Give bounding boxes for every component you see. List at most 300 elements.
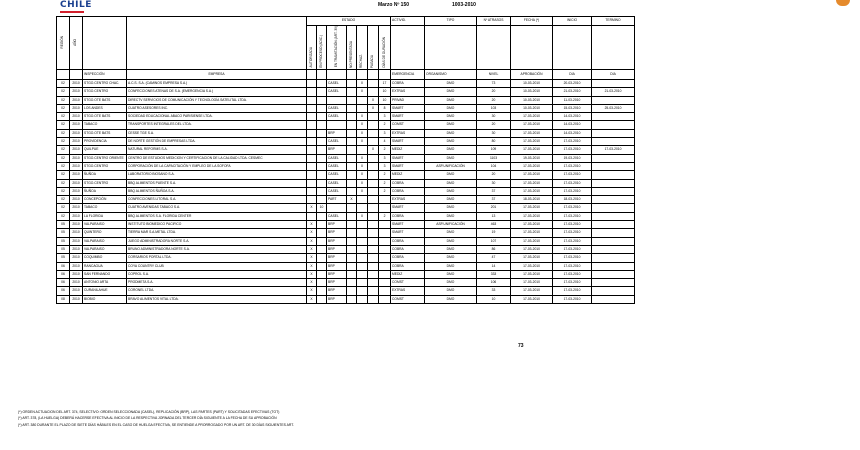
cell-type: DMO (425, 229, 477, 237)
cell-in-process (317, 254, 327, 262)
cell-rejected: X (357, 212, 368, 220)
cell-delays: 1103 (477, 154, 511, 162)
cell-not-presented (347, 221, 357, 229)
cell-end (592, 270, 635, 278)
cell-days (379, 295, 391, 303)
cell-in-processing: CASEL (327, 80, 347, 88)
cell-type: DMO (425, 295, 477, 303)
cell-not-presented (347, 204, 357, 212)
cell-activity: COBRA (391, 237, 425, 245)
cell-rejected (357, 204, 368, 212)
cell-in-process (317, 237, 327, 245)
cell-company: COYA COUNTRY CLUB (127, 262, 307, 270)
cell-rejected (357, 146, 368, 154)
cell-in-process (317, 279, 327, 287)
cell-not-presented (347, 96, 357, 104)
cell-start: 17-03-2010 (553, 221, 592, 229)
cell-days (379, 270, 391, 278)
cell-in-processing (327, 121, 347, 129)
cell-days: 4 (379, 138, 391, 146)
cell-in-process (317, 162, 327, 170)
cell-delays: 20 (477, 171, 511, 179)
cell-rejected (357, 96, 368, 104)
cell-region: 02 (57, 113, 70, 121)
cell-company: CUATRO ASESORES INC. (127, 104, 307, 112)
cell-inspection: STGO.OTE BATS (83, 129, 127, 137)
cell-start: 17-03-2010 (553, 212, 592, 220)
table-row (57, 96, 635, 104)
cell-days (379, 237, 391, 245)
cell-company: CUATRO AVENIDAS TABACO S.A. (127, 204, 307, 212)
cell-region: 02 (57, 104, 70, 112)
cell-paid (368, 138, 379, 146)
cell-region: 02 (57, 212, 70, 220)
cell-rejected (357, 221, 368, 229)
cell-rejected: X (357, 187, 368, 195)
cell-inspection: RANCAGUA (83, 262, 127, 270)
cell-company: CORONEL LTDA. (127, 287, 307, 295)
cell-year: 2010 (70, 262, 83, 270)
cell-not-presented (347, 287, 357, 295)
cell-authorized: X (307, 262, 317, 270)
cell-type: DMO (425, 279, 477, 287)
cell-date: 10-03-2010 (511, 88, 553, 96)
cell-year: 2010 (70, 96, 83, 104)
cell-authorized: X (307, 204, 317, 212)
cell-activity: COMST (391, 295, 425, 303)
cell-year: 2010 (70, 138, 83, 146)
cell-year: 2010 (70, 279, 83, 287)
col-end: TERMINO (592, 17, 635, 26)
cell-activity: SMART (391, 204, 425, 212)
cell-in-process (317, 96, 327, 104)
cell-date: 17-03-2010 (511, 113, 553, 121)
cell-in-process (317, 196, 327, 204)
cell-end (592, 171, 635, 179)
chile-logo: CHILE (60, 0, 92, 13)
cell-authorized (307, 96, 317, 104)
cell-authorized (307, 146, 317, 154)
cell-in-processing: CASEL (327, 179, 347, 187)
cell-activity: COBRA (391, 254, 425, 262)
cell-delays: 106 (477, 279, 511, 287)
table-row (57, 212, 635, 220)
cell-activity: COBRA (391, 80, 425, 88)
cell-not-presented (347, 171, 357, 179)
cell-company: BRAVO ALIMENTOS VITAL LTDA. (127, 295, 307, 303)
cell-region: 02 (57, 80, 70, 88)
cell-days: 2 (379, 146, 391, 154)
cell-end (592, 279, 635, 287)
cell-company: TIERRA MAR S.A.METAL LTDA. (127, 229, 307, 237)
cell-date: 18-03-2010 (511, 196, 553, 204)
cell-in-process (317, 113, 327, 121)
cell-start: 17-03-2010 (553, 204, 592, 212)
cell-activity: SMART (391, 162, 425, 170)
cell-in-processing: CASEL (327, 171, 347, 179)
cell-date: 10-03-2010 (511, 96, 553, 104)
cell-inspection: CONCEPCIÓN (83, 196, 127, 204)
cell-paid (368, 88, 379, 96)
cell-paid (368, 129, 379, 137)
col-status-in-process: EN PROCESO (ADIC.) (317, 26, 327, 70)
cell-year: 2010 (70, 196, 83, 204)
cell-company: SOCIEDAD EDUCACIONAL ABACO PARISIENSE LTDA. (127, 113, 307, 121)
cell-days: 2 (379, 179, 391, 187)
table-row (57, 229, 635, 237)
cell-not-presented (347, 254, 357, 262)
table-row (57, 279, 635, 287)
cell-start: 14-03-2010 (553, 129, 592, 137)
cell-end: 21-03-2010 (592, 88, 635, 96)
cell-delays: 103 (477, 104, 511, 112)
table-row (57, 113, 635, 121)
cell-rejected: X (357, 171, 368, 179)
cell-rejected (357, 287, 368, 295)
cell-year: 2010 (70, 212, 83, 220)
cell-in-processing: BRP (327, 262, 347, 270)
cell-inspection: LA FLORIDA (83, 212, 127, 220)
cell-type: DMO (425, 212, 477, 220)
cell-rejected (357, 229, 368, 237)
cell-type: DMO (425, 113, 477, 121)
cell-delays: 20 (477, 88, 511, 96)
cell-authorized (307, 80, 317, 88)
cell-activity: MEDIZ (391, 270, 425, 278)
cell-in-process (317, 121, 327, 129)
cell-end (592, 295, 635, 303)
cell-date: 17-03-2010 (511, 270, 553, 278)
cell-start: 20-03-2010 (553, 80, 592, 88)
cell-region: 08 (57, 295, 70, 303)
cell-activity: PRIVAD (391, 96, 425, 104)
col-activity: ACTIVID. (391, 17, 425, 26)
col-type: TIPO (425, 17, 477, 26)
cell-date: 17-03-2010 (511, 287, 553, 295)
cell-date: 19-03-2010 (511, 154, 553, 162)
cell-year: 2010 (70, 229, 83, 237)
col-activity-body (391, 26, 425, 70)
col-status-paid: PAGADA (368, 26, 379, 70)
table-row (57, 80, 635, 88)
cell-date: 17-03-2010 (511, 121, 553, 129)
cell-region: 02 (57, 171, 70, 179)
logo-bar (60, 11, 84, 13)
cell-year: 2010 (70, 121, 83, 129)
table-row (57, 221, 635, 229)
cell-inspection: QUINTERO (83, 229, 127, 237)
cell-activity: COBRA (391, 187, 425, 195)
cell-in-processing: CASEL (327, 113, 347, 121)
cell-activity: COBRA (391, 245, 425, 253)
cell-type: DMO (425, 88, 477, 96)
cell-days (379, 221, 391, 229)
cell-inspection: STGO.CENTRO CHAC. (83, 80, 127, 88)
cell-date: 10-03-2010 (511, 104, 553, 112)
cell-end (592, 245, 635, 253)
cell-region: 02 (57, 88, 70, 96)
cell-start: 17-03-2010 (553, 179, 592, 187)
footnote-3: (*) ART. 380 DURANTE EL PLAZO DE SIETE DÍAS HÁBILES EN EL CASO DE HUELGA EFECTIVA, SE ENTIENDE A PRORROGADO POR UN ART. DE 30 DÍAS SIGUIENTES ART. (18, 422, 294, 427)
cell-company: CORPORACIÓN DE LA CAPACITACIÓN Y EMPLEO DE LA SOFOFA (127, 162, 307, 170)
cell-start: 17-03-2010 (553, 270, 592, 278)
cell-not-presented (347, 295, 357, 303)
cell-start: 21-03-2010 (553, 88, 592, 96)
cell-not-presented (347, 279, 357, 287)
cell-company: DE NORTE GESTIÓN DE EMPRESAS LTDA. (127, 138, 307, 146)
cell-date: 17-03-2010 (511, 146, 553, 154)
cell-in-process (317, 88, 327, 96)
cell-not-presented (347, 237, 357, 245)
cell-inspection: STGO.OTE BATS (83, 113, 127, 121)
cell-delays: 13 (477, 212, 511, 220)
cell-delays: 30 (477, 129, 511, 137)
cell-activity: COMST (391, 121, 425, 129)
cell-in-process (317, 146, 327, 154)
cell-in-processing: CASEL (327, 212, 347, 220)
cell-paid (368, 154, 379, 162)
col-year-sub (70, 70, 83, 80)
cell-region: 02 (57, 196, 70, 204)
col-day-end: DIA (592, 70, 635, 80)
cell-end (592, 221, 635, 229)
cell-paid: X (368, 146, 379, 154)
table-row (57, 262, 635, 270)
cell-paid (368, 279, 379, 287)
cell-end (592, 204, 635, 212)
cell-end (592, 80, 635, 88)
cell-not-presented (347, 146, 357, 154)
col-organism: ORGANISMO (425, 70, 477, 80)
cell-authorized (307, 138, 317, 146)
cell-paid (368, 254, 379, 262)
table-row (57, 154, 635, 162)
cell-paid (368, 262, 379, 270)
cell-region: 02 (57, 162, 70, 170)
col-company: EMPRESA (127, 70, 307, 80)
cell-inspection: VALPARAISO (83, 237, 127, 245)
table-row (57, 171, 635, 179)
table-row (57, 104, 635, 112)
cell-inspection: STGO.CENTRO (83, 162, 127, 170)
cell-in-processing: BRP (327, 295, 347, 303)
col-emergency: EMERGENCIA (391, 70, 425, 80)
cell-company: BRUNO ADMINISTRADORA NORTE S.A. (127, 245, 307, 253)
cell-company: CORSARIOS PORTAL LTDA. (127, 254, 307, 262)
cell-paid (368, 196, 379, 204)
cell-start: 17-03-2010 (553, 237, 592, 245)
cell-in-processing: BRP (327, 146, 347, 154)
cell-start: 18-03-2010 (553, 196, 592, 204)
cell-date: 17-03-2010 (511, 212, 553, 220)
cell-company: CENTRO DE ESTUDIOS MEDICION Y CERTIFICACION DE LA CALIDAD LTDA. CESMEC (127, 154, 307, 162)
cell-paid (368, 245, 379, 253)
cell-region: 02 (57, 138, 70, 146)
cell-activity: EXTRAS (391, 196, 425, 204)
cell-not-presented (347, 162, 357, 170)
cell-year: 2010 (70, 187, 83, 195)
cell-type: DMO (425, 287, 477, 295)
cell-company: CESSE TGE S.A. (127, 129, 307, 137)
cell-end (592, 229, 635, 237)
cell-authorized (307, 113, 317, 121)
cell-rejected (357, 270, 368, 278)
cell-type: ASP.UNIFICACIÓN (425, 221, 477, 229)
cell-inspection: COQUIMBO (83, 254, 127, 262)
col-s1-sub (307, 70, 317, 80)
cell-paid (368, 229, 379, 237)
cell-authorized (307, 129, 317, 137)
cell-year: 2010 (70, 295, 83, 303)
cell-days: 3 (379, 154, 391, 162)
cell-authorized: X (307, 221, 317, 229)
cell-activity: COBRA (391, 262, 425, 270)
cell-in-processing: BRP (327, 129, 347, 137)
cell-end (592, 96, 635, 104)
cell-activity: MEDIZ (391, 146, 425, 154)
col-company-top (127, 17, 307, 70)
cell-activity: COMST (391, 279, 425, 287)
cell-company: COPROL S.A. (127, 270, 307, 278)
cell-in-processing: CASEL (327, 138, 347, 146)
cell-region: 02 (57, 129, 70, 137)
cell-company: DIRECTV SERVICIOS DE COMUNICACIÓN Y TECNOLOGÍA SATELITAL LTDA. (127, 96, 307, 104)
cell-company: NATURAL REFORMS S.A. (127, 146, 307, 154)
cell-company: INSTITUTO BIOMEDICO PACIFICO (127, 221, 307, 229)
cell-date: 17-03-2010 (511, 171, 553, 179)
cell-days: 2 (379, 121, 391, 129)
cell-end (592, 113, 635, 121)
cell-type: DMO (425, 96, 477, 104)
col-day-start: DIA (553, 70, 592, 80)
cell-activity: COBRA (391, 179, 425, 187)
cell-region: 02 (57, 121, 70, 129)
cell-region: 06 (57, 287, 70, 295)
col-inspection: INSPECCIÓN (83, 70, 127, 80)
cell-type: DMO (425, 129, 477, 137)
cell-in-processing: BRP (327, 287, 347, 295)
cell-in-processing: CASEL (327, 104, 347, 112)
cell-not-presented (347, 104, 357, 112)
strikes-table (56, 16, 635, 304)
cell-inspection: TABACO (83, 204, 127, 212)
cell-type: DMO (425, 104, 477, 112)
cell-in-processing: CASEL (327, 154, 347, 162)
cell-in-process (317, 171, 327, 179)
col-inspection-top (83, 17, 127, 70)
cell-paid (368, 212, 379, 220)
cell-not-presented (347, 129, 357, 137)
cell-date: 17-03-2010 (511, 162, 553, 170)
cell-rejected (357, 254, 368, 262)
cell-in-processing: BRP (327, 245, 347, 253)
cell-paid: X (368, 96, 379, 104)
cell-type: DMO (425, 121, 477, 129)
cell-activity: SMART (391, 138, 425, 146)
cell-inspection: BIOBIO (83, 295, 127, 303)
cell-authorized (307, 121, 317, 129)
cell-inspection: LOS ANDES (83, 104, 127, 112)
cell-not-presented (347, 138, 357, 146)
cell-type: DMO (425, 245, 477, 253)
col-region: REGIÓN (57, 17, 70, 70)
cell-delays: 30 (477, 179, 511, 187)
cell-rejected: X (357, 113, 368, 121)
cell-type: DMO (425, 179, 477, 187)
cell-activity: COBRA (391, 212, 425, 220)
cell-company: JUEGO ADMINISTRADORA NORTE S.A. (127, 237, 307, 245)
cell-start: 15-03-2010 (553, 104, 592, 112)
cell-delays: 33 (477, 287, 511, 295)
cell-rejected (357, 295, 368, 303)
cell-year: 2010 (70, 80, 83, 88)
table-row (57, 237, 635, 245)
cell-rejected (357, 279, 368, 287)
cell-paid (368, 121, 379, 129)
cell-region: 02 (57, 146, 70, 154)
cell-date: 17-03-2010 (511, 204, 553, 212)
cell-year: 2010 (70, 104, 83, 112)
cell-date: 17-03-2010 (511, 279, 553, 287)
table-row (57, 162, 635, 170)
cell-authorized (307, 212, 317, 220)
cell-company: BBQ ALIMENTOS S.A. FLORIDA CENTER (127, 212, 307, 220)
cell-not-presented (347, 154, 357, 162)
cell-paid (368, 113, 379, 121)
cell-days: 10 (379, 88, 391, 96)
cell-region: 05 (57, 237, 70, 245)
cell-authorized (307, 104, 317, 112)
col-region-sub (57, 70, 70, 80)
cell-start: 17-03-2010 (553, 138, 592, 146)
cell-type: DMO (425, 80, 477, 88)
cell-authorized (307, 162, 317, 170)
cell-region: 06 (57, 279, 70, 287)
cell-paid (368, 237, 379, 245)
cell-in-process (317, 245, 327, 253)
cell-end (592, 154, 635, 162)
cell-region: 05 (57, 221, 70, 229)
cell-delays: 107 (477, 237, 511, 245)
cell-delays: 47 (477, 254, 511, 262)
cell-in-processing (327, 96, 347, 104)
table-body (57, 80, 635, 304)
cell-end (592, 129, 635, 137)
table-row (57, 245, 635, 253)
cell-authorized: X (307, 270, 317, 278)
cell-date: 17-03-2010 (511, 245, 553, 253)
cell-start: 17-03-2010 (553, 279, 592, 287)
cell-rejected: X (357, 154, 368, 162)
cell-delays: 19 (477, 229, 511, 237)
cell-type: DMO (425, 204, 477, 212)
cell-in-processing: BRP (327, 254, 347, 262)
cell-authorized (307, 171, 317, 179)
cell-days: 2 (379, 187, 391, 195)
cell-start: 17-03-2010 (553, 229, 592, 237)
cell-paid: X (368, 104, 379, 112)
cell-rejected (357, 262, 368, 270)
col-level: NIVEL (477, 70, 511, 80)
cell-year: 2010 (70, 254, 83, 262)
cell-end: 25-03-2010 (592, 104, 635, 112)
col-status-rejected: RECHAZ. (357, 26, 368, 70)
col-end-body (592, 26, 635, 70)
col-date-body (511, 26, 553, 70)
cell-start: 17-03-2010 (553, 262, 592, 270)
cell-in-process (317, 154, 327, 162)
cell-end (592, 196, 635, 204)
